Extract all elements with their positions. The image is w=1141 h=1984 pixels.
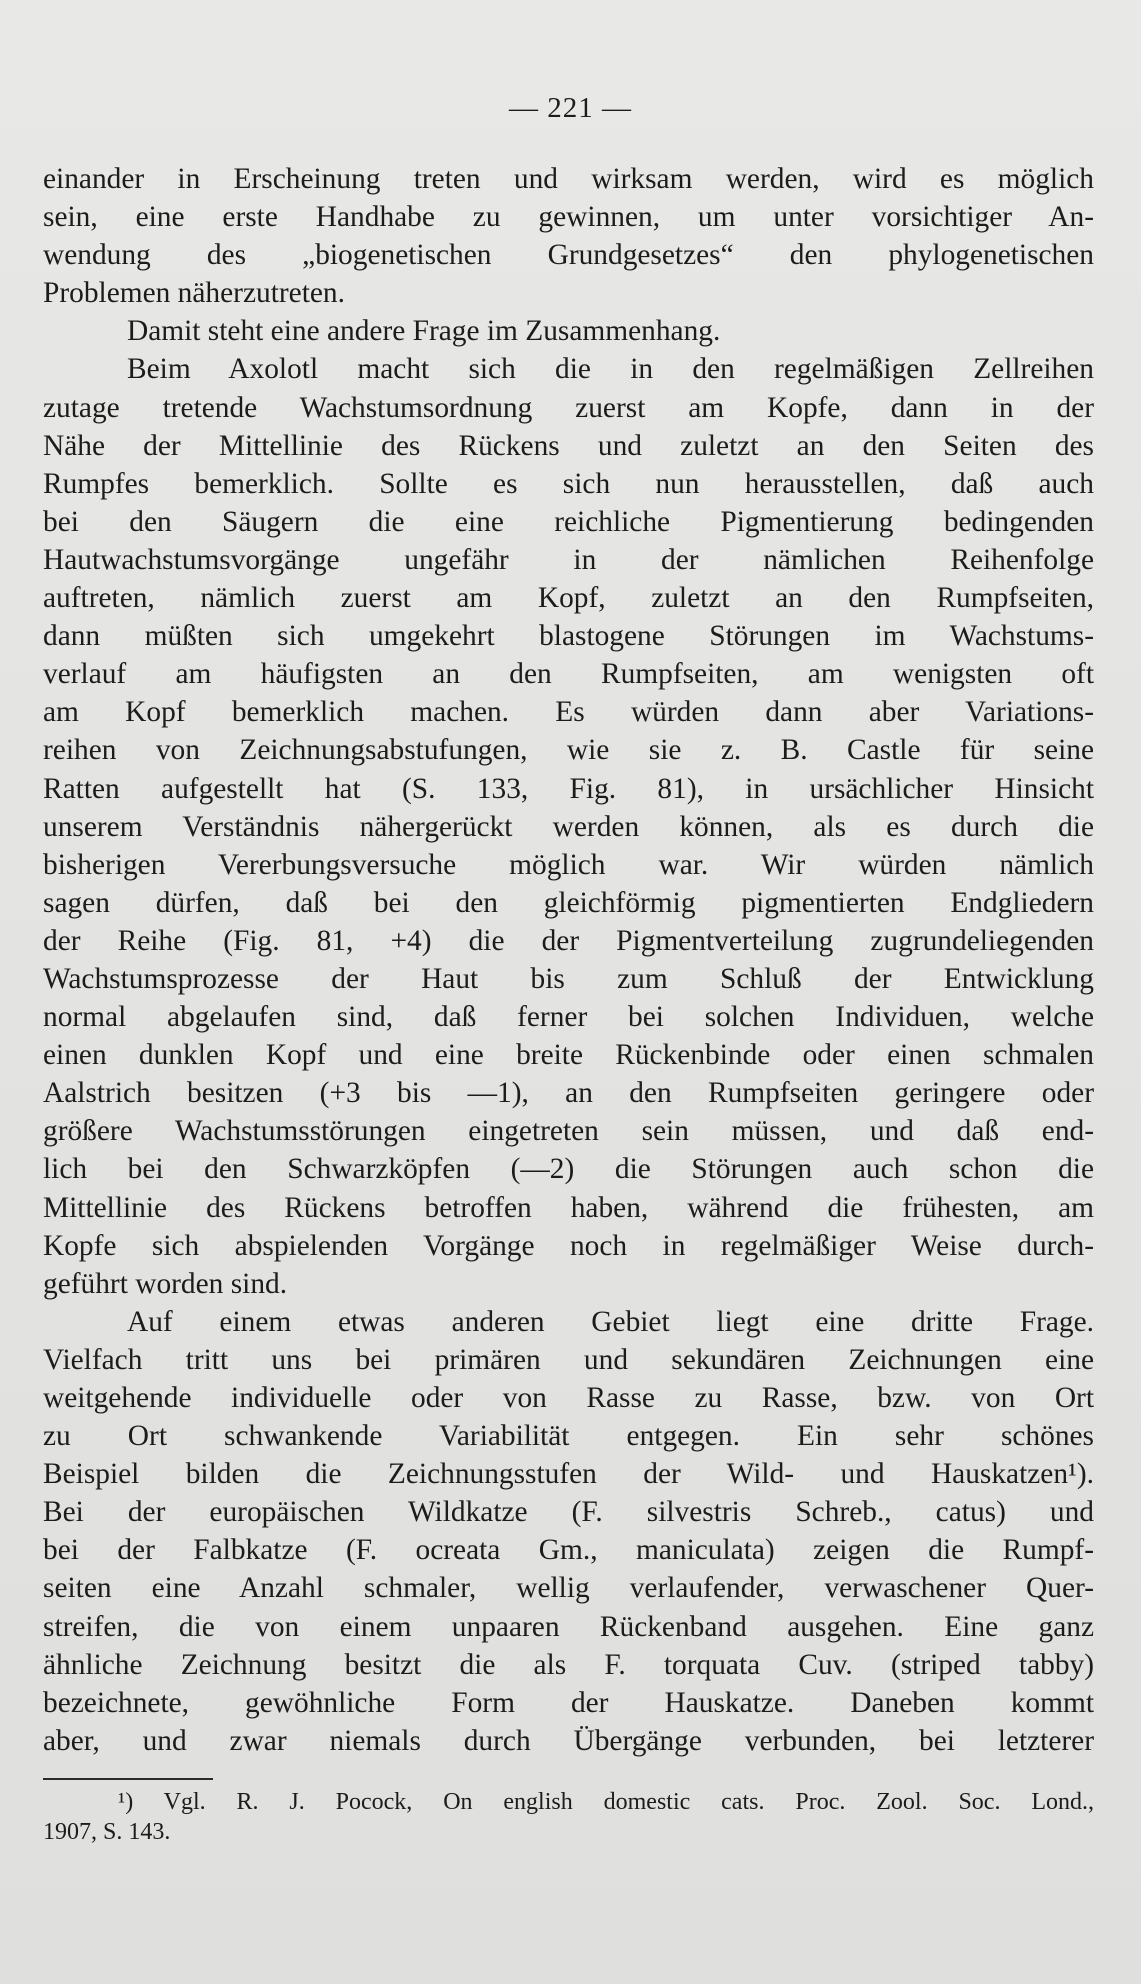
text-line: Rumpfes bemerklich. Sollte es sich nun herausstellen, daß auch	[43, 467, 1094, 500]
text-line: Mittellinie des Rückens betroffen haben, während die frühesten, am	[43, 1191, 1094, 1224]
text-line: zutage tretende Wachstumsordnung zuerst am Kopfe, dann in der	[43, 391, 1094, 424]
text-line: Wachstumsprozesse der Haut bis zum Schluß der Entwicklung	[43, 962, 1094, 995]
footnote-line: 1907, S. 143.	[43, 1819, 171, 1845]
text-line: verlauf am häufigsten an den Rumpfseiten, am wenigsten oft	[43, 658, 1094, 691]
text-line: bei der Falbkatze (F. ocreata Gm., maniculata) zeigen die Rumpf-	[43, 1534, 1094, 1567]
text-line: bei den Säugern die eine reichliche Pigmentierung bedingenden	[43, 505, 1094, 538]
text-line: bisherigen Vererbungsversuche möglich war. Wir würden nämlich	[43, 848, 1094, 881]
text-line: sein, eine erste Handhabe zu gewinnen, um unter vorsichtiger An-	[43, 201, 1094, 234]
body-text	[43, 160, 1094, 1760]
text-line: zu Ort schwankende Variabilität entgegen. Ein sehr schönes	[43, 1420, 1094, 1453]
text-line: weitgehende individuelle oder von Rasse zu Rasse, bzw. von Ort	[43, 1382, 1094, 1414]
text-line: unserem Verständnis nähergerückt werden können, als es durch die	[43, 810, 1094, 843]
footnote-line: ¹) Vgl. R. J. Pocock, On english domestic cats. Proc. Zool. Soc. Lond.,	[118, 1789, 1094, 1815]
text-line: größere Wachstumsstörungen eingetreten sein müssen, und daß end-	[43, 1115, 1094, 1148]
text-line: bezeichnete, gewöhnliche Form der Hauskatze. Daneben kommt	[43, 1686, 1094, 1719]
footnote-divider	[43, 1778, 213, 1780]
text-line: einen dunklen Kopf und eine breite Rückenbinde oder einen schmalen	[43, 1039, 1094, 1072]
text-line: Vielfach tritt uns bei primären und sekundären Zeichnungen eine	[43, 1343, 1094, 1376]
text-line: der Reihe (Fig. 81, +4) die der Pigmentverteilung zugrundeliegenden	[43, 924, 1094, 957]
text-line: Nähe der Mittellinie des Rückens und zuletzt an den Seiten des	[43, 429, 1094, 462]
text-line: Bei der europäischen Wildkatze (F. silvestris Schreb., catus) und	[43, 1496, 1094, 1529]
text-line: reihen von Zeichnungsabstufungen, wie sie z. B. Castle für seine	[43, 734, 1094, 767]
text-line: Auf einem etwas anderen Gebiet liegt eine dritte Frage.	[127, 1305, 1094, 1338]
text-line: Beispiel bilden die Zeichnungsstufen der Wild- und Hauskatzen¹).	[43, 1458, 1094, 1491]
text-line: Problemen näherzutreten.	[43, 277, 345, 310]
text-line: streifen, die von einem unpaaren Rückenband ausgehen. Eine ganz	[43, 1610, 1094, 1643]
text-line: sagen dürfen, daß bei den gleichförmig pigmentierten Endgliedern	[43, 886, 1094, 919]
page-number: — 221 —	[509, 92, 632, 124]
text-line: wendung des „biogenetischen Grundgesetzes“ den phylogenetischen	[43, 239, 1094, 272]
text-line: Beim Axolotl macht sich die in den regelmäßigen Zellreihen	[127, 353, 1094, 386]
footnote	[43, 1787, 1094, 1847]
text-line: Aalstrich besitzen (+3 bis —1), an den Rumpfseiten geringere oder	[43, 1077, 1094, 1110]
text-line: aber, und zwar niemals durch Übergänge verbunden, bei letzterer	[43, 1724, 1094, 1757]
text-line: geführt worden sind.	[43, 1267, 288, 1300]
text-line: ähnliche Zeichnung besitzt die als F. torquata Cuv. (striped tabby)	[43, 1648, 1094, 1681]
text-line: Ratten aufgestellt hat (S. 133, Fig. 81), in ursächlicher Hinsicht	[43, 772, 1094, 805]
text-line: Kopfe sich abspielenden Vorgänge noch in regelmäßiger Weise durch-	[43, 1229, 1094, 1262]
text-line: Hautwachstumsvorgänge ungefähr in der nämlichen Reihenfolge	[43, 543, 1094, 576]
text-line: dann müßten sich umgekehrt blastogene Störungen im Wachstums-	[43, 620, 1094, 653]
text-line: seiten eine Anzahl schmaler, wellig verlaufender, verwaschener Quer-	[43, 1572, 1094, 1605]
text-line: Damit steht eine andere Frage im Zusammenhang.	[127, 315, 721, 348]
text-line: auftreten, nämlich zuerst am Kopf, zuletzt an den Rumpfseiten,	[43, 582, 1094, 615]
text-line: normal abgelaufen sind, daß ferner bei solchen Individuen, welche	[43, 1001, 1094, 1034]
text-line: lich bei den Schwarzköpfen (—2) die Störungen auch schon die	[43, 1153, 1094, 1186]
text-line: einander in Erscheinung treten und wirksam werden, wird es möglich	[43, 163, 1094, 195]
text-line: am Kopf bemerklich machen. Es würden dann aber Variations-	[43, 696, 1094, 729]
